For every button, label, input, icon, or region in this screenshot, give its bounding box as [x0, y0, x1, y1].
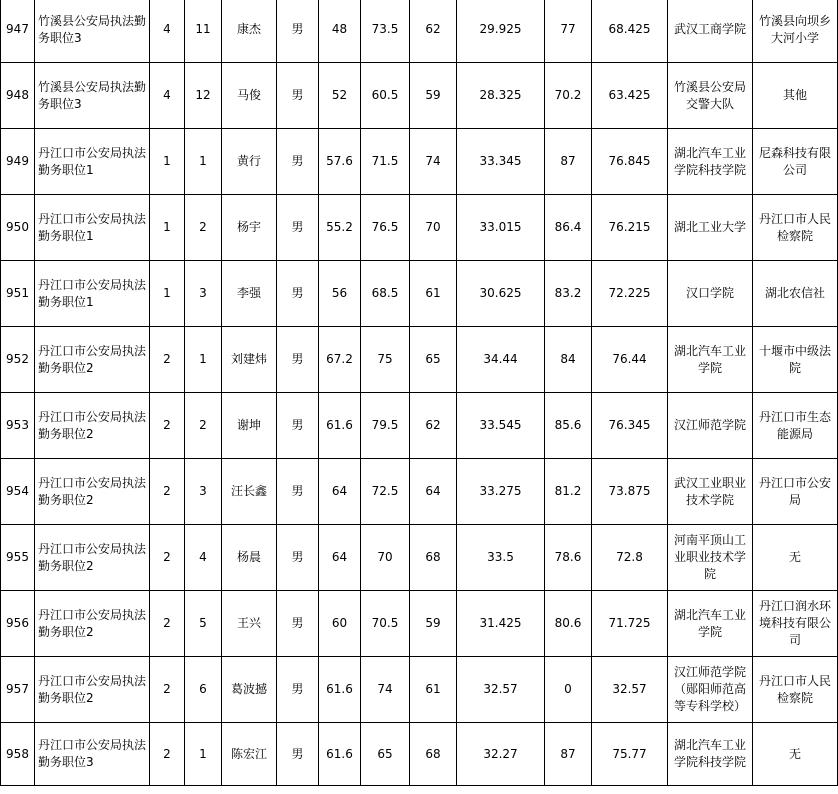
score-1: 60 — [319, 591, 361, 657]
job-title: 丹江口市公安局执法勤务职位2 — [35, 591, 150, 657]
total-score: 32.57 — [592, 657, 668, 723]
position-count: 2 — [150, 525, 185, 591]
row-id: 958 — [1, 723, 35, 786]
score-3: 65 — [410, 327, 457, 393]
row-id: 953 — [1, 393, 35, 459]
position-count: 2 — [150, 393, 185, 459]
score-3: 61 — [410, 657, 457, 723]
school: 汉江师范学院（郧阳师范高等专科学校） — [668, 657, 753, 723]
total-score: 76.845 — [592, 129, 668, 195]
interview-score: 83.2 — [545, 261, 592, 327]
rank: 1 — [185, 723, 222, 786]
score-3: 70 — [410, 195, 457, 261]
gender: 男 — [277, 129, 319, 195]
score-3: 62 — [410, 393, 457, 459]
written-score: 33.015 — [457, 195, 545, 261]
school: 湖北工业大学 — [668, 195, 753, 261]
job-title: 丹江口市公安局执法勤务职位2 — [35, 327, 150, 393]
employer: 其他 — [753, 63, 838, 129]
row-id: 957 — [1, 657, 35, 723]
job-title: 丹江口市公安局执法勤务职位1 — [35, 261, 150, 327]
position-count: 2 — [150, 591, 185, 657]
school: 武汉工业职业技术学院 — [668, 459, 753, 525]
rank: 5 — [185, 591, 222, 657]
written-score: 34.44 — [457, 327, 545, 393]
interview-score: 80.6 — [545, 591, 592, 657]
total-score: 76.44 — [592, 327, 668, 393]
written-score: 28.325 — [457, 63, 545, 129]
written-score: 29.925 — [457, 0, 545, 63]
interview-score: 84 — [545, 327, 592, 393]
interview-score: 77 — [545, 0, 592, 63]
table-row — [1, 393, 838, 459]
candidate-name: 康杰 — [222, 0, 277, 63]
job-title: 丹江口市公安局执法勤务职位1 — [35, 195, 150, 261]
job-title: 竹溪县公安局执法勤务职位3 — [35, 0, 150, 63]
table-row — [1, 459, 838, 525]
total-score: 71.725 — [592, 591, 668, 657]
score-2: 75 — [361, 327, 410, 393]
table-row — [1, 591, 838, 657]
candidate-name: 王兴 — [222, 591, 277, 657]
gender: 男 — [277, 459, 319, 525]
interview-score: 78.6 — [545, 525, 592, 591]
rank: 1 — [185, 327, 222, 393]
written-score: 33.275 — [457, 459, 545, 525]
score-2: 71.5 — [361, 129, 410, 195]
score-1: 64 — [319, 459, 361, 525]
total-score: 73.875 — [592, 459, 668, 525]
row-id: 950 — [1, 195, 35, 261]
rank: 3 — [185, 459, 222, 525]
written-score: 31.425 — [457, 591, 545, 657]
score-3: 59 — [410, 63, 457, 129]
score-3: 64 — [410, 459, 457, 525]
school: 湖北汽车工业学院 — [668, 327, 753, 393]
total-score: 72.225 — [592, 261, 668, 327]
candidate-name: 杨晨 — [222, 525, 277, 591]
position-count: 2 — [150, 459, 185, 525]
total-score: 68.425 — [592, 0, 668, 63]
position-count: 2 — [150, 657, 185, 723]
gender: 男 — [277, 657, 319, 723]
employer: 丹江口市生态能源局 — [753, 393, 838, 459]
table-row — [1, 657, 838, 723]
score-3: 68 — [410, 723, 457, 786]
interview-score: 87 — [545, 723, 592, 786]
gender: 男 — [277, 591, 319, 657]
rank: 3 — [185, 261, 222, 327]
candidate-name: 李强 — [222, 261, 277, 327]
written-score: 32.27 — [457, 723, 545, 786]
candidate-name: 刘建炜 — [222, 327, 277, 393]
interview-score: 81.2 — [545, 459, 592, 525]
school: 汉口学院 — [668, 261, 753, 327]
score-1: 67.2 — [319, 327, 361, 393]
table-row — [1, 0, 838, 63]
score-1: 55.2 — [319, 195, 361, 261]
score-2: 72.5 — [361, 459, 410, 525]
table-row — [1, 327, 838, 393]
gender: 男 — [277, 327, 319, 393]
table-body — [1, 0, 838, 786]
position-count: 2 — [150, 723, 185, 786]
score-1: 48 — [319, 0, 361, 63]
employer: 湖北农信社 — [753, 261, 838, 327]
score-3: 61 — [410, 261, 457, 327]
interview-score: 87 — [545, 129, 592, 195]
total-score: 76.215 — [592, 195, 668, 261]
employer: 丹江口润水环境科技有限公司 — [753, 591, 838, 657]
school: 湖北汽车工业学院科技学院 — [668, 723, 753, 786]
rank: 12 — [185, 63, 222, 129]
score-2: 76.5 — [361, 195, 410, 261]
employer: 丹江口市人民检察院 — [753, 657, 838, 723]
job-title: 丹江口市公安局执法勤务职位3 — [35, 723, 150, 786]
written-score: 33.5 — [457, 525, 545, 591]
gender: 男 — [277, 63, 319, 129]
school: 湖北汽车工业学院 — [668, 591, 753, 657]
job-title: 丹江口市公安局执法勤务职位2 — [35, 393, 150, 459]
candidate-name: 汪长鑫 — [222, 459, 277, 525]
gender: 男 — [277, 393, 319, 459]
candidate-name: 陈宏江 — [222, 723, 277, 786]
job-title: 丹江口市公安局执法勤务职位2 — [35, 657, 150, 723]
total-score: 76.345 — [592, 393, 668, 459]
position-count: 2 — [150, 327, 185, 393]
row-id: 954 — [1, 459, 35, 525]
position-count: 1 — [150, 129, 185, 195]
score-2: 60.5 — [361, 63, 410, 129]
score-2: 73.5 — [361, 0, 410, 63]
written-score: 33.345 — [457, 129, 545, 195]
employer: 丹江口市公安局 — [753, 459, 838, 525]
candidate-name: 马俊 — [222, 63, 277, 129]
written-score: 30.625 — [457, 261, 545, 327]
row-id: 951 — [1, 261, 35, 327]
gender: 男 — [277, 0, 319, 63]
score-1: 52 — [319, 63, 361, 129]
score-2: 74 — [361, 657, 410, 723]
interview-score: 0 — [545, 657, 592, 723]
candidate-name: 杨宇 — [222, 195, 277, 261]
table-row — [1, 63, 838, 129]
score-2: 70 — [361, 525, 410, 591]
school: 武汉工商学院 — [668, 0, 753, 63]
score-2: 70.5 — [361, 591, 410, 657]
position-count: 1 — [150, 261, 185, 327]
interview-score: 70.2 — [545, 63, 592, 129]
row-id: 956 — [1, 591, 35, 657]
score-2: 79.5 — [361, 393, 410, 459]
written-score: 33.545 — [457, 393, 545, 459]
score-3: 68 — [410, 525, 457, 591]
employer: 尼森科技有限公司 — [753, 129, 838, 195]
school: 汉江师范学院 — [668, 393, 753, 459]
rank: 4 — [185, 525, 222, 591]
employer: 竹溪县向坝乡大河小学 — [753, 0, 838, 63]
score-2: 65 — [361, 723, 410, 786]
school: 湖北汽车工业学院科技学院 — [668, 129, 753, 195]
candidate-name: 谢坤 — [222, 393, 277, 459]
score-1: 61.6 — [319, 723, 361, 786]
row-id: 947 — [1, 0, 35, 63]
row-id: 949 — [1, 129, 35, 195]
total-score: 72.8 — [592, 525, 668, 591]
score-1: 57.6 — [319, 129, 361, 195]
rank: 11 — [185, 0, 222, 63]
rank: 6 — [185, 657, 222, 723]
job-title: 竹溪县公安局执法勤务职位3 — [35, 63, 150, 129]
position-count: 1 — [150, 195, 185, 261]
score-3: 62 — [410, 0, 457, 63]
candidate-name: 葛波撼 — [222, 657, 277, 723]
job-title: 丹江口市公安局执法勤务职位1 — [35, 129, 150, 195]
table-row — [1, 525, 838, 591]
rank: 2 — [185, 393, 222, 459]
position-count: 4 — [150, 0, 185, 63]
job-title: 丹江口市公安局执法勤务职位2 — [35, 459, 150, 525]
table-row — [1, 129, 838, 195]
total-score: 75.77 — [592, 723, 668, 786]
interview-score: 86.4 — [545, 195, 592, 261]
score-2: 68.5 — [361, 261, 410, 327]
gender: 男 — [277, 525, 319, 591]
written-score: 32.57 — [457, 657, 545, 723]
score-1: 64 — [319, 525, 361, 591]
school: 竹溪县公安局交警大队 — [668, 63, 753, 129]
candidate-name: 黄行 — [222, 129, 277, 195]
score-3: 74 — [410, 129, 457, 195]
score-1: 61.6 — [319, 393, 361, 459]
table-row — [1, 723, 838, 786]
score-1: 56 — [319, 261, 361, 327]
school: 河南平顶山工业职业技术学院 — [668, 525, 753, 591]
row-id: 952 — [1, 327, 35, 393]
employer: 无 — [753, 723, 838, 786]
employer: 十堰市中级法院 — [753, 327, 838, 393]
row-id: 948 — [1, 63, 35, 129]
gender: 男 — [277, 195, 319, 261]
rank: 1 — [185, 129, 222, 195]
table-row — [1, 195, 838, 261]
employer: 丹江口市人民检察院 — [753, 195, 838, 261]
gender: 男 — [277, 723, 319, 786]
position-count: 4 — [150, 63, 185, 129]
score-1: 61.6 — [319, 657, 361, 723]
row-id: 955 — [1, 525, 35, 591]
employer: 无 — [753, 525, 838, 591]
total-score: 63.425 — [592, 63, 668, 129]
rank: 2 — [185, 195, 222, 261]
gender: 男 — [277, 261, 319, 327]
interview-score: 85.6 — [545, 393, 592, 459]
score-3: 59 — [410, 591, 457, 657]
table-row — [1, 261, 838, 327]
job-title: 丹江口市公安局执法勤务职位2 — [35, 525, 150, 591]
